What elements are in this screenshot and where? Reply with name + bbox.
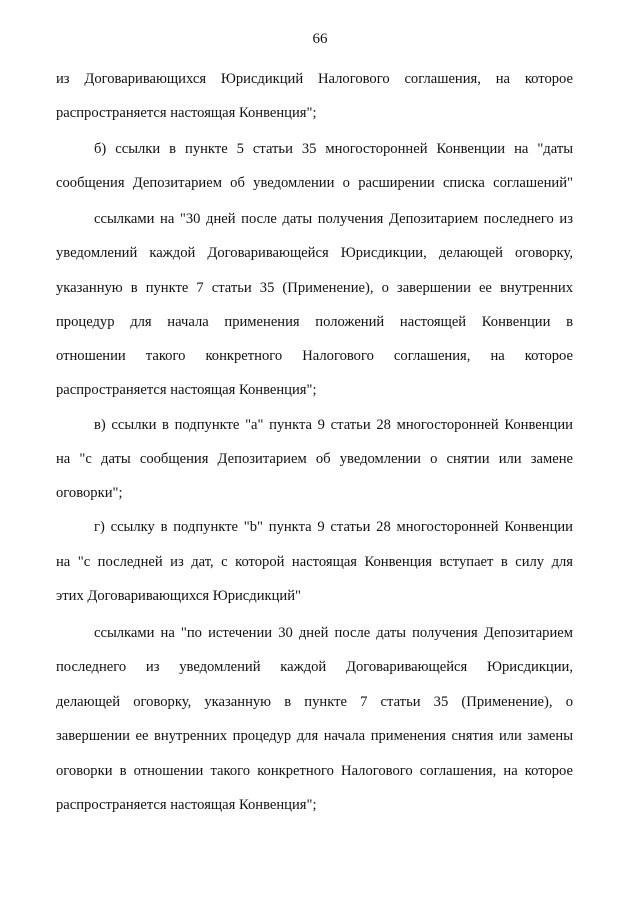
text-line: завершении ее внутренних процедур для начала применения снятия или замены: [56, 728, 573, 744]
text-line: отношении такого конкретного Налогового соглашения, на которое: [56, 348, 573, 364]
text-line: г) ссылку в подпункте "b" пункта 9 статьи 28 многосторонней Конвенции: [94, 519, 573, 535]
text-line: делающей оговорку, указанную в пункте 7 статьи 35 (Применение), о: [56, 694, 573, 710]
text-line: на "с последней из дат, с которой настоящая Конвенция вступает в силу для: [56, 554, 573, 570]
text-line: ссылками на "по истечении 30 дней после даты получения Депозитарием: [94, 625, 573, 641]
text-line: распространяется настоящая Конвенция";: [56, 382, 317, 398]
text-line: уведомлений каждой Договаривающейся Юрисдикции, делающей оговорку,: [56, 245, 573, 261]
text-line: последнего из уведомлений каждой Договаривающейся Юрисдикции,: [56, 659, 573, 675]
text-line: этих Договаривающихся Юрисдикций": [56, 588, 301, 604]
text-line: распространяется настоящая Конвенция";: [56, 105, 317, 121]
text-line: ссылками на "30 дней после даты получения Депозитарием последнего из: [94, 211, 573, 227]
text-line: распространяется настоящая Конвенция";: [56, 797, 317, 813]
text-line: указанную в пункте 7 статьи 35 (Применение), о завершении ее внутренних: [56, 280, 573, 296]
text-line: процедур для начала применения положений настоящей Конвенции в: [56, 314, 573, 330]
text-line: в) ссылки в подпункте "a" пункта 9 статьи 28 многосторонней Конвенции: [94, 417, 573, 433]
text-line: из Договаривающихся Юрисдикций Налогового соглашения, на которое: [56, 71, 573, 87]
text-line: сообщения Депозитарием об уведомлении о расширении списка соглашений": [56, 175, 573, 191]
text-line: на "с даты сообщения Депозитарием об уведомлении о снятии или замене: [56, 451, 573, 467]
page-number: 66: [312, 31, 328, 47]
text-line: оговорки в отношении такого конкретного Налогового соглашения, на которое: [56, 763, 573, 779]
text-line: оговорки";: [56, 485, 123, 501]
text-line: б) ссылки в пункте 5 статьи 35 многосторонней Конвенции на "даты: [94, 141, 573, 157]
